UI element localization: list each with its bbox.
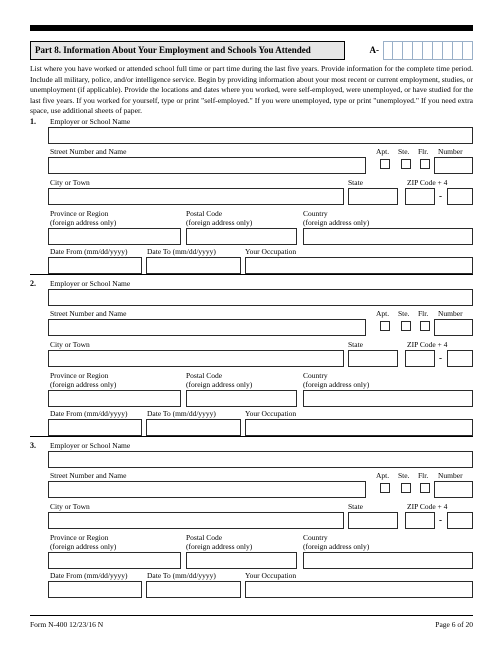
employer-name-input[interactable] — [48, 451, 473, 468]
date-to-input[interactable] — [146, 419, 241, 436]
zip-input[interactable] — [405, 512, 435, 529]
ste-checkbox[interactable] — [401, 159, 411, 169]
province-label: Province or Region — [50, 533, 109, 542]
apt-checkbox[interactable] — [380, 159, 390, 169]
street-input[interactable] — [48, 319, 366, 336]
zip-input[interactable] — [405, 350, 435, 367]
flr-label: Flr. — [418, 309, 429, 318]
apt-checkbox[interactable] — [380, 483, 390, 493]
postal-sublabel: (foreign address only) — [186, 380, 253, 389]
ste-label: Ste. — [398, 147, 410, 156]
state-label: State — [348, 178, 363, 187]
country-input[interactable] — [303, 552, 473, 569]
footer-rule — [30, 615, 473, 616]
date-to-label: Date To (mm/dd/yyyy) — [147, 409, 216, 418]
employer-label: Employer or School Name — [50, 117, 131, 126]
zip-dash: - — [439, 191, 442, 201]
state-input[interactable] — [348, 350, 398, 367]
country-label: Country — [303, 371, 328, 380]
state-input[interactable] — [348, 188, 398, 205]
postal-code-input[interactable] — [186, 228, 297, 245]
entry-number: 1. — [30, 117, 36, 126]
country-label: Country — [303, 533, 328, 542]
street-label: Street Number and Name — [50, 147, 127, 156]
employer-label: Employer or School Name — [50, 441, 131, 450]
street-input[interactable] — [48, 157, 366, 174]
employer-name-input[interactable] — [48, 127, 473, 144]
ste-checkbox[interactable] — [401, 483, 411, 493]
country-sublabel: (foreign address only) — [303, 218, 370, 227]
ste-label: Ste. — [398, 309, 410, 318]
number-label: Number — [438, 147, 463, 156]
date-from-input[interactable] — [48, 581, 142, 598]
city-label: City or Town — [50, 502, 90, 511]
employer-name-input[interactable] — [48, 289, 473, 306]
flr-label: Flr. — [418, 147, 429, 156]
zip-plus4-input[interactable] — [447, 512, 473, 529]
unit-number-input[interactable] — [434, 319, 473, 336]
country-sublabel: (foreign address only) — [303, 380, 370, 389]
zip-plus4-input[interactable] — [447, 350, 473, 367]
zip-label: ZIP Code + 4 — [407, 502, 448, 511]
flr-checkbox[interactable] — [420, 483, 430, 493]
city-input[interactable] — [48, 188, 344, 205]
state-label: State — [348, 340, 363, 349]
apt-checkbox[interactable] — [380, 321, 390, 331]
part-header — [30, 40, 473, 60]
postal-code-input[interactable] — [186, 552, 297, 569]
part-title: Part 8. Information About Your Employment and Schools You Attended — [30, 41, 345, 60]
top-rule — [30, 25, 473, 31]
number-label: Number — [438, 471, 463, 480]
state-input[interactable] — [348, 512, 398, 529]
employment-entry — [30, 117, 473, 279]
province-sublabel: (foreign address only) — [50, 380, 117, 389]
postal-sublabel: (foreign address only) — [186, 218, 253, 227]
occupation-label: Your Occupation — [245, 571, 297, 580]
date-to-label: Date To (mm/dd/yyyy) — [147, 571, 216, 580]
unit-number-input[interactable] — [434, 157, 473, 174]
a-number-label: A- — [369, 45, 379, 55]
zip-label: ZIP Code + 4 — [407, 178, 448, 187]
ste-checkbox[interactable] — [401, 321, 411, 331]
province-input[interactable] — [48, 390, 181, 407]
page-number: Page 6 of 20 — [435, 620, 473, 629]
date-from-input[interactable] — [48, 257, 142, 274]
postal-sublabel: (foreign address only) — [186, 542, 253, 551]
street-input[interactable] — [48, 481, 366, 498]
date-to-input[interactable] — [146, 257, 241, 274]
apt-label: Apt. — [376, 147, 390, 156]
occupation-input[interactable] — [245, 419, 473, 436]
postal-label: Postal Code — [186, 371, 223, 380]
employer-label: Employer or School Name — [50, 279, 131, 288]
a-number-field[interactable] — [383, 41, 473, 60]
employment-entry — [30, 279, 473, 441]
postal-label: Postal Code — [186, 533, 223, 542]
section-divider — [30, 436, 473, 437]
province-sublabel: (foreign address only) — [50, 542, 117, 551]
occupation-label: Your Occupation — [245, 247, 297, 256]
ste-label: Ste. — [398, 471, 410, 480]
flr-label: Flr. — [418, 471, 429, 480]
occupation-input[interactable] — [245, 257, 473, 274]
date-to-label: Date To (mm/dd/yyyy) — [147, 247, 216, 256]
flr-checkbox[interactable] — [420, 159, 430, 169]
employment-entry — [30, 441, 473, 603]
state-label: State — [348, 502, 363, 511]
entry-number: 2. — [30, 279, 36, 288]
province-input[interactable] — [48, 228, 181, 245]
postal-label: Postal Code — [186, 209, 223, 218]
city-input[interactable] — [48, 350, 344, 367]
street-label: Street Number and Name — [50, 309, 127, 318]
date-from-input[interactable] — [48, 419, 142, 436]
occupation-label: Your Occupation — [245, 409, 297, 418]
province-label: Province or Region — [50, 371, 109, 380]
instructions-text: List where you have worked or attended school full time or part time during the last five years. Provide information for the complete time period. Include all military, police, and/or intelligence service. Begin by providing information about your most recent or current employment, studies, or unemployment (if applicable). Provide the locations and dates where you worked, were self-employed, were unemployed, or have studied for the last five years. If you worked for yourself, type or print "self-employed." If you were unemployed, type or print "unemployed." If you need extra space, use additional sheets of paper. — [30, 64, 473, 115]
section-divider — [30, 274, 473, 275]
number-label: Number — [438, 309, 463, 318]
date-to-input[interactable] — [146, 581, 241, 598]
city-label: City or Town — [50, 178, 90, 187]
form-id: Form N-400 12/23/16 N — [30, 620, 104, 629]
zip-input[interactable] — [405, 188, 435, 205]
footer — [30, 620, 473, 629]
zip-label: ZIP Code + 4 — [407, 340, 448, 349]
country-sublabel: (foreign address only) — [303, 542, 370, 551]
city-input[interactable] — [48, 512, 344, 529]
postal-code-input[interactable] — [186, 390, 297, 407]
city-label: City or Town — [50, 340, 90, 349]
zip-plus4-input[interactable] — [447, 188, 473, 205]
apt-label: Apt. — [376, 309, 390, 318]
country-label: Country — [303, 209, 328, 218]
date-from-label: Date From (mm/dd/yyyy) — [50, 571, 128, 580]
country-input[interactable] — [303, 228, 473, 245]
province-input[interactable] — [48, 552, 181, 569]
province-label: Province or Region — [50, 209, 109, 218]
street-label: Street Number and Name — [50, 471, 127, 480]
country-input[interactable] — [303, 390, 473, 407]
entry-number: 3. — [30, 441, 36, 450]
apt-label: Apt. — [376, 471, 390, 480]
unit-number-input[interactable] — [434, 481, 473, 498]
date-from-label: Date From (mm/dd/yyyy) — [50, 409, 128, 418]
date-from-label: Date From (mm/dd/yyyy) — [50, 247, 128, 256]
zip-dash: - — [439, 353, 442, 363]
flr-checkbox[interactable] — [420, 321, 430, 331]
province-sublabel: (foreign address only) — [50, 218, 117, 227]
zip-dash: - — [439, 515, 442, 525]
occupation-input[interactable] — [245, 581, 473, 598]
